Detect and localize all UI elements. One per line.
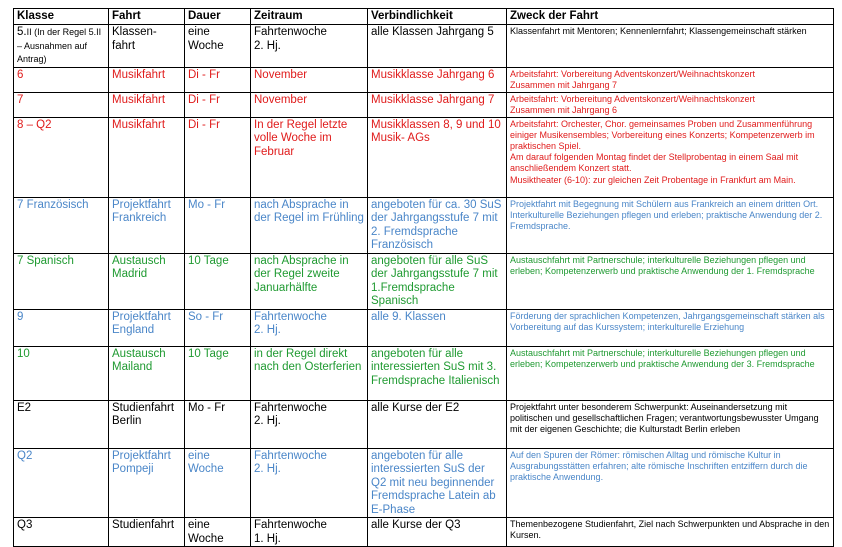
cell-dauer: eine Woche — [185, 25, 251, 68]
header-fahrt: Fahrt — [109, 9, 185, 25]
table-row — [14, 197, 834, 253]
cell-fahrt: Studienfahrt Berlin — [109, 400, 185, 448]
cell-zweck: Projektfahrt mit Begegnung mit Schülern aus Frankreich an einem dritten Ort. Interkulturelle Beziehungen pflegen und erleben; praktische Anwendung der 2. Fremdsprache. — [507, 197, 834, 253]
cell-zweck: Arbeitsfahrt: Vorbereitung Adventskonzert/Weihnachtskonzert Zusammen mit Jahrgang 7 — [507, 67, 834, 92]
table-row — [14, 253, 834, 309]
cell-zweck: Arbeitsfahrt: Vorbereitung Adventskonzert/Weihnachtskonzert Zusammen mit Jahrgang 6 — [507, 92, 834, 117]
cell-fahrt: Klassen- fahrt — [109, 25, 185, 68]
cell-verbindlichkeit: angeboten für alle interessierten SuS der Q2 mit neu beginnender Fremdsprache Latein ab E-Phase — [368, 448, 507, 518]
cell-dauer: So - Fr — [185, 309, 251, 346]
table-row — [14, 92, 834, 117]
cell-zweck: Arbeitsfahrt: Orchester, Chor. gemeinsames Proben und Zusammenführung einiger Musikensembles; Vorbereitung eines Konzerts; Kompetenzerwerb im praktischen Spiel. Am darauf folgenden Montag findet der Stellprobentag in einem Saal mit anschließendem Konzert statt. Musiktheater (6-10): zur gleichen Zeit Probentage in Frankfurt am Main. — [507, 117, 834, 197]
header-dauer: Dauer — [185, 9, 251, 25]
cell-dauer: Di - Fr — [185, 117, 251, 197]
cell-zeitraum: November — [251, 67, 368, 92]
cell-zeitraum: Fahrtenwoche 2. Hj. — [251, 309, 368, 346]
cell-fahrt: Projektfahrt Pompeji — [109, 448, 185, 518]
cell-klasse: 8 – Q2 — [14, 117, 109, 197]
cell-klasse: 7 Spanisch — [14, 253, 109, 309]
table-row — [14, 448, 834, 518]
cell-dauer: 10 Tage — [185, 253, 251, 309]
table-row — [14, 346, 834, 400]
cell-dauer: eine Woche — [185, 518, 251, 547]
cell-fahrt: Musikfahrt — [109, 92, 185, 117]
cell-zeitraum: in der Regel direkt nach den Osterferien — [251, 346, 368, 400]
cell-klasse: Q2 — [14, 448, 109, 518]
cell-verbindlichkeit: alle Klassen Jahrgang 5 — [368, 25, 507, 68]
cell-fahrt: Austausch Mailand — [109, 346, 185, 400]
cell-zeitraum: November — [251, 92, 368, 117]
cell-zeitraum: nach Absprache in der Regel im Frühling — [251, 197, 368, 253]
cell-zeitraum: nach Absprache in der Regel zweite Januarhälfte — [251, 253, 368, 309]
cell-verbindlichkeit: angeboten für alle SuS der Jahrgangsstufe 7 mit 1.Fremdsprache Spanisch — [368, 253, 507, 309]
page — [13, 8, 833, 547]
cell-zeitraum: Fahrtenwoche 2. Hj. — [251, 448, 368, 518]
cell-dauer: Di - Fr — [185, 67, 251, 92]
cell-zweck: Projektfahrt unter besonderem Schwerpunkt: Auseinandersetzung mit politischen und gesellschaftlichen Fragen; verantwortungsbewusster Umgang mit der eigenen Geschichte; die Kulturstadt Berlin erleben — [507, 400, 834, 448]
cell-verbindlichkeit: Musikklasse Jahrgang 7 — [368, 92, 507, 117]
cell-fahrt: Musikfahrt — [109, 67, 185, 92]
cell-klasse: 7 Französisch — [14, 197, 109, 253]
cell-fahrt: Projektfahrt England — [109, 309, 185, 346]
table-row — [14, 309, 834, 346]
cell-klasse: 10 — [14, 346, 109, 400]
header-klasse: Klasse — [14, 9, 109, 25]
table-row — [14, 117, 834, 197]
cell-zweck: Austauschfahrt mit Partnerschule; interkulturelle Beziehungen pflegen und erleben; Kompetenzerwerb und praktische Anwendung der 1. Fremdsprache — [507, 253, 834, 309]
cell-fahrt: Projektfahrt Frankreich — [109, 197, 185, 253]
class-trips-table — [13, 8, 834, 547]
cell-zweck: Klassenfahrt mit Mentoren; Kennenlernfahrt; Klassengemeinschaft stärken — [507, 25, 834, 68]
cell-fahrt: Musikfahrt — [109, 117, 185, 197]
cell-dauer: Mo - Fr — [185, 197, 251, 253]
table-row — [14, 518, 834, 547]
header-zweck: Zweck der Fahrt — [507, 9, 834, 25]
table-body — [14, 25, 834, 547]
cell-zeitraum: Fahrtenwoche 2. Hj. — [251, 400, 368, 448]
cell-klasse: Q3 — [14, 518, 109, 547]
cell-zweck: Austauschfahrt mit Partnerschule; interkulturelle Beziehungen pflegen und erleben; Kompetenzerwerb und praktische Anwendung der 3. Fremdsprache — [507, 346, 834, 400]
cell-verbindlichkeit: angeboten für ca. 30 SuS der Jahrgangsstufe 7 mit 2. Fremdsprache Französisch — [368, 197, 507, 253]
cell-klasse: E2 — [14, 400, 109, 448]
cell-dauer: 10 Tage — [185, 346, 251, 400]
cell-verbindlichkeit: alle Kurse der E2 — [368, 400, 507, 448]
table-row — [14, 25, 834, 68]
cell-dauer: eine Woche — [185, 448, 251, 518]
cell-zweck: Auf den Spuren der Römer: römischen Alltag und römische Kultur in Ausgrabungsstätten erfahren; alte römische Inschriften entziffern durch die praktische Anwendung. — [507, 448, 834, 518]
cell-verbindlichkeit: Musikklasse Jahrgang 6 — [368, 67, 507, 92]
cell-klasse: 9 — [14, 309, 109, 346]
cell-fahrt: Studienfahrt — [109, 518, 185, 547]
cell-zeitraum: In der Regel letzte volle Woche im Februar — [251, 117, 368, 197]
table-row — [14, 400, 834, 448]
table-header-row — [14, 9, 834, 25]
cell-zweck: Förderung der sprachlichen Kompetenzen, Jahrgangsgemeinschaft stärken als Vorbereitung auf das Kurssystem; interkulturelle Erziehung — [507, 309, 834, 346]
cell-zeitraum: Fahrtenwoche 1. Hj. — [251, 518, 368, 547]
cell-verbindlichkeit: Musikklassen 8, 9 und 10 Musik- AGs — [368, 117, 507, 197]
header-zeitraum: Zeitraum — [251, 9, 368, 25]
cell-fahrt: Austausch Madrid — [109, 253, 185, 309]
cell-zweck: Themenbezogene Studienfahrt, Ziel nach Schwerpunkten und Absprache in den Kursen. — [507, 518, 834, 547]
cell-verbindlichkeit: alle Kurse der Q3 — [368, 518, 507, 547]
cell-dauer: Di - Fr — [185, 92, 251, 117]
cell-klasse: 7 — [14, 92, 109, 117]
cell-dauer: Mo - Fr — [185, 400, 251, 448]
klasse-main: 5. — [17, 26, 27, 38]
cell-klasse — [14, 25, 109, 68]
klasse-note: II (In der Regel 5.II – Ausnahmen auf Antrag) — [17, 27, 102, 64]
cell-verbindlichkeit: alle 9. Klassen — [368, 309, 507, 346]
table-row — [14, 67, 834, 92]
cell-klasse: 6 — [14, 67, 109, 92]
cell-verbindlichkeit: angeboten für alle interessierten SuS mit 3. Fremdsprache Italienisch — [368, 346, 507, 400]
header-verbindlichkeit: Verbindlichkeit — [368, 9, 507, 25]
cell-zeitraum: Fahrtenwoche 2. Hj. — [251, 25, 368, 68]
